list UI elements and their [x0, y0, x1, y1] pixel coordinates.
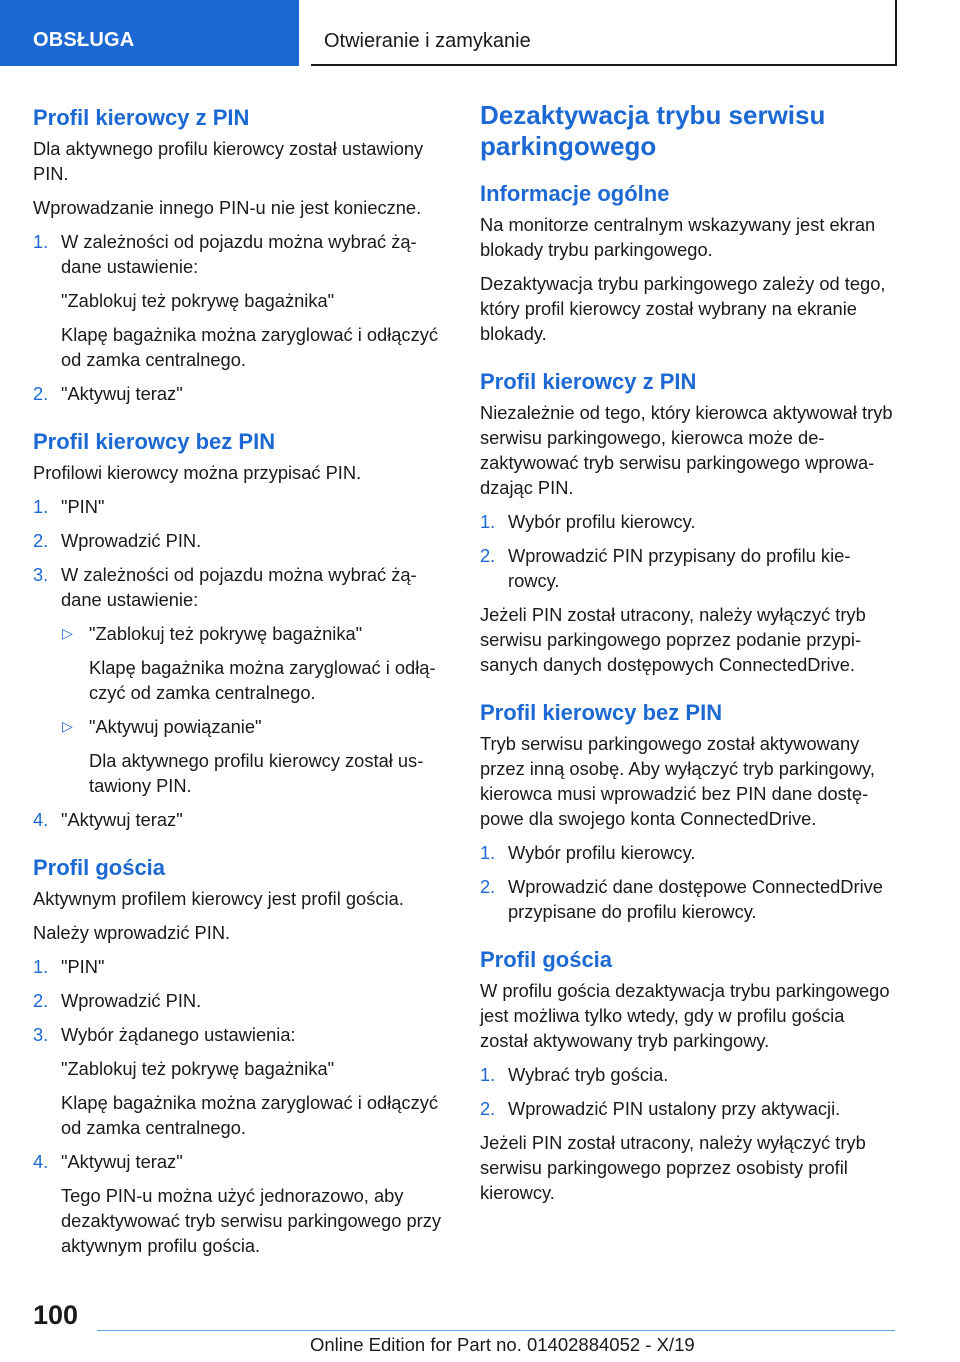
paragraph: Tryb serwisu parkingowego został aktywowany przez inną osobę. Aby wyłączyć tryb parkingowy, kierowca musi wprowadzić bez PIN dane dostępowe dla swojego konta ConnectedDrive.: [480, 733, 875, 829]
list-number: 1.: [33, 231, 49, 252]
page-number: 100: [33, 1300, 79, 1330]
list-number: 1.: [480, 511, 496, 532]
list-text: Wprowadzić PIN przypisany do profilu kierowcy.: [508, 545, 851, 591]
list-text: Wybór żądanego ustawienia:: [61, 1024, 296, 1045]
heading-deactivate-valet-mode: Dezaktywacja trybu serwisu parkingowego: [480, 100, 826, 161]
list-text: W zależności od pojazdu można wybrać żądane ustawienie:: [61, 564, 417, 610]
right-column: [480, 100, 895, 1214]
paragraph: Jeżeli PIN został utracony, należy wyłączyć tryb serwisu parkingowego poprzez podanie przypisanych danych dostępowych ConnectedDrive.: [480, 604, 866, 675]
paragraph: Profilowi kierowcy można przypisać PIN.: [33, 462, 362, 483]
heading-driver-profile-with-pin: Profil kierowcy z PIN: [480, 369, 697, 394]
left-column: [33, 100, 443, 1267]
footer-edition: Online Edition for Part no. 01402884052 - X/19: [310, 1334, 695, 1355]
chapter-title: Otwieranie i zamykanie: [324, 30, 531, 52]
list-item: [480, 1096, 895, 1121]
heading-driver-profile-with-pin: Profil kierowcy z PIN: [33, 105, 250, 130]
section-tab: [0, 0, 299, 66]
list-text: "PIN": [61, 496, 105, 517]
chapter-title-box: [311, 0, 897, 66]
list-text: "Aktywuj teraz": [61, 809, 183, 830]
list-item: [33, 562, 443, 612]
list-text: Wybór profilu kierowcy.: [508, 842, 696, 863]
heading-driver-profile-without-pin: Profil kierowcy bez PIN: [33, 429, 276, 454]
paragraph: W profilu gościa dezaktywacja trybu parkingowego jest możliwa tylko wtedy, gdy w profilu gościa został aktywowany tryb parkingowy.: [480, 980, 890, 1051]
bullet-text: "Aktywuj powiązanie": [89, 716, 262, 737]
list-item: [480, 509, 895, 534]
list-number: 2.: [33, 383, 49, 404]
list-number: 4.: [33, 809, 49, 830]
paragraph: Niezależnie od tego, który kierowca aktywował tryb serwisu parkingowego, kierowca może dezaktywować tryb serwisu parkingowego wprowadzając PIN.: [480, 402, 893, 498]
list-subtext: Tego PIN-u można użyć jednorazowo, aby dezaktywować tryb serwisu parkingowego przy aktywnym profilu gościa.: [61, 1185, 442, 1256]
list-item: [33, 229, 443, 279]
list-text: Wprowadzić PIN.: [61, 990, 202, 1011]
paragraph: Jeżeli PIN został utracony, należy wyłączyć tryb serwisu parkingowego poprzez osobisty profil kierowcy.: [480, 1132, 866, 1203]
list-text: W zależności od pojazdu można wybrać żądane ustawienie:: [61, 231, 417, 277]
list-text: Wprowadzić PIN.: [61, 530, 202, 551]
list-item: [33, 381, 443, 406]
list-number: 2.: [480, 1098, 496, 1119]
triangle-bullet-icon: ▷: [62, 625, 73, 641]
list-subtext: Klapę bagażnika można zaryglować i odłączyć od zamka centralnego.: [61, 324, 438, 370]
list-number: 2.: [33, 530, 49, 551]
list-item: [480, 1062, 895, 1087]
bullet-subtext: Dla aktywnego profilu kierowcy został ustawiony PIN.: [89, 750, 424, 796]
list-number: 1.: [33, 956, 49, 977]
list-subtext: "Zablokuj też pokrywę bagażnika": [61, 290, 335, 311]
list-number: 1.: [480, 842, 496, 863]
paragraph: Na monitorze centralnym wskazywany jest ekran blokady trybu parkingowego.: [480, 214, 876, 260]
list-text: "Aktywuj teraz": [61, 383, 183, 404]
list-item: [33, 1149, 443, 1174]
list-text: Wybrać tryb gościa.: [508, 1064, 669, 1085]
list-number: 3.: [33, 564, 49, 585]
page-header: [0, 0, 960, 66]
list-item: [33, 807, 443, 832]
list-item: [480, 874, 895, 924]
list-subtext: Klapę bagażnika można zaryglować i odłączyć od zamka centralnego.: [61, 1092, 438, 1138]
list-text: "PIN": [61, 956, 105, 977]
list-item: [480, 543, 895, 593]
triangle-bullet-icon: ▷: [62, 718, 73, 734]
list-number: 2.: [33, 990, 49, 1011]
list-text: Wprowadzić dane dostępowe ConnectedDrive przypisane do profilu kierowcy.: [508, 876, 883, 922]
list-item: [33, 954, 443, 979]
list-number: 2.: [480, 545, 496, 566]
paragraph: Dezaktywacja trybu parkingowego zależy od tego, który profil kierowcy został wybrany na ekranie blokady.: [480, 273, 886, 344]
list-text: "Aktywuj teraz": [61, 1151, 183, 1172]
list-item: [33, 494, 443, 519]
paragraph: Aktywnym profilem kierowcy jest profil gościa.: [33, 888, 404, 909]
section-label: OBSŁUGA: [33, 29, 135, 51]
paragraph: Wprowadzanie innego PIN-u nie jest konieczne.: [33, 197, 422, 218]
list-number: 3.: [33, 1024, 49, 1045]
list-number: 2.: [480, 876, 496, 897]
bullet-item: [33, 621, 443, 646]
heading-guest-profile: Profil gościa: [33, 855, 166, 880]
list-item: [33, 1022, 443, 1047]
list-item: [33, 528, 443, 553]
bullet-subtext: Klapę bagażnika można zaryglować i odłączyć od zamka centralnego.: [89, 657, 436, 703]
list-number: 1.: [480, 1064, 496, 1085]
heading-driver-profile-without-pin: Profil kierowcy bez PIN: [480, 700, 723, 725]
list-item: [33, 988, 443, 1013]
heading-guest-profile: Profil gościa: [480, 947, 613, 972]
heading-general-info: Informacje ogólne: [480, 181, 670, 206]
list-number: 1.: [33, 496, 49, 517]
list-subtext: "Zablokuj też pokrywę bagażnika": [61, 1058, 335, 1079]
list-item: [480, 840, 895, 865]
paragraph: Dla aktywnego profilu kierowcy został ustawiony PIN.: [33, 138, 424, 184]
footer-divider: [97, 1330, 895, 1331]
list-text: Wprowadzić PIN ustalony przy aktywacji.: [508, 1098, 841, 1119]
list-text: Wybór profilu kierowcy.: [508, 511, 696, 532]
list-number: 4.: [33, 1151, 49, 1172]
paragraph: Należy wprowadzić PIN.: [33, 922, 231, 943]
bullet-text: "Zablokuj też pokrywę bagażnika": [89, 623, 363, 644]
bullet-item: [33, 714, 443, 739]
